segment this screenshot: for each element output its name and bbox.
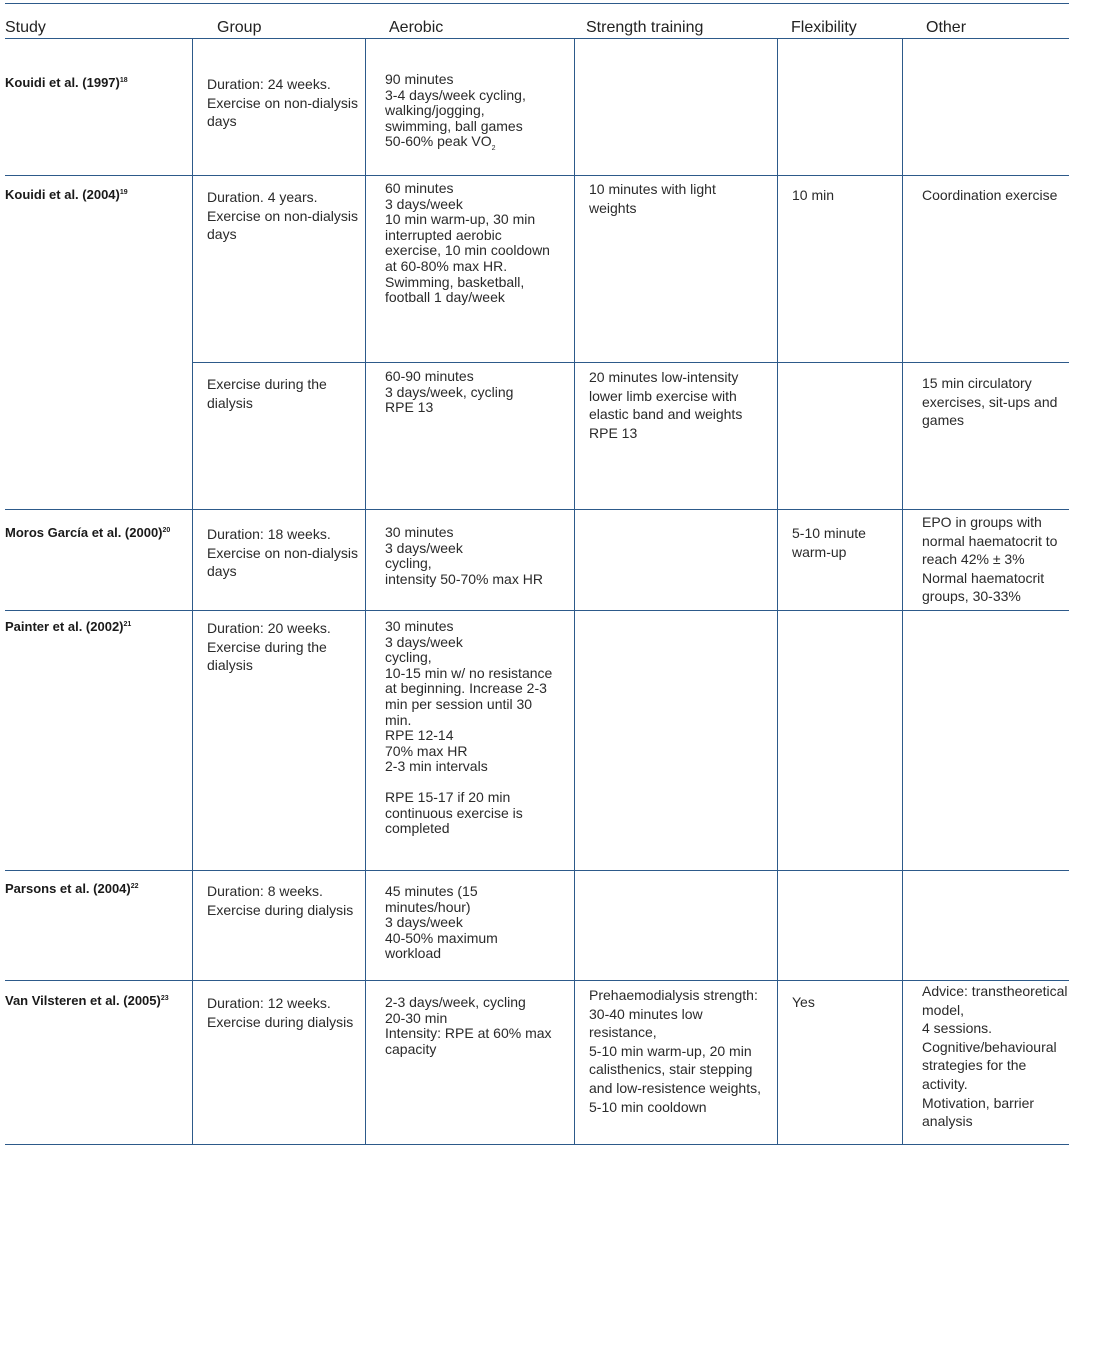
group-cell [207, 188, 358, 244]
cell-text-line: 10 minutes with light [589, 181, 716, 197]
study-name: Kouidi et al. $(2004)^{19}$ [5, 187, 128, 202]
cell-text-line: Swimming, basketball, [385, 273, 525, 290]
column-divider [365, 38, 366, 1144]
header-study: Study [5, 19, 46, 36]
cell-text-line: exercises, sit-ups and [922, 393, 1058, 410]
cell-text-line: 3 days/week [385, 633, 463, 650]
cell-text-line: 60-90 minutes [385, 368, 474, 384]
cell-text-line: 3 days/week [385, 914, 463, 931]
group-cell [207, 619, 331, 675]
cell-text-line: resistance, [589, 1024, 657, 1041]
cell-text-line: Motivation, barrier [922, 1094, 1035, 1111]
cell-text-line: RPE 13 [385, 399, 434, 416]
study-name: Van Vilsteren et al. $(2005)^{23}$ [5, 993, 169, 1008]
strength-cell [589, 986, 761, 1116]
cell-text-line: RPE 13 [589, 424, 638, 441]
cell-text-line: groups, 30-33% [922, 588, 1021, 605]
cell-text-line: 30-40 minutes low [589, 1005, 703, 1022]
cell-text-line: 10 min [792, 187, 835, 203]
cell-text-line: cycling, [385, 649, 432, 666]
cell-text-line: exercise, 10 min cooldown [385, 242, 550, 259]
cell-text-line: continuous exercise is [385, 804, 523, 821]
cell-text-line: Exercise on non-dialysis [207, 207, 358, 224]
table-bottom-rule [5, 1144, 1069, 1145]
cell-text-line: Exercise during the [207, 376, 327, 392]
cell-text-line: capacity [385, 1040, 437, 1057]
cell-text-line: Duration: 8 weeks. [207, 883, 323, 899]
cell-text-line: 2-3 days/week, cycling [385, 994, 526, 1010]
cell-text-line: Advice: transtheoretical [922, 983, 1068, 999]
cell-text-line: 3 days/week [385, 539, 463, 556]
cell-text-line: days [207, 226, 237, 243]
flexibility-cell [792, 186, 834, 205]
cell-text-line: days [207, 113, 237, 130]
cell-text-line: Prehaemodialysis strength: [589, 987, 758, 1003]
group-cell [207, 75, 358, 131]
cell-text-line: EPO in groups with [922, 514, 1042, 530]
cell-text-line: days [207, 563, 237, 580]
cell-text-line: lower limb exercise with [589, 387, 737, 404]
header-rule [5, 38, 1069, 39]
cell-text-line: RPE 12-14 [385, 727, 454, 744]
cell-text-line: 20-30 min [385, 1009, 448, 1026]
cell-text-line: swimming, ball games [385, 117, 523, 134]
row-divider [5, 509, 1069, 510]
cell-text-line: Exercise on non-dialysis [207, 94, 358, 111]
cell-text-line: minutes/hour) [385, 898, 471, 915]
column-divider [777, 38, 778, 1144]
aerobic-cell [385, 369, 513, 416]
other-cell [922, 513, 1057, 606]
cell-text-line: Duration: 20 weeks. [207, 620, 331, 636]
row-divider [5, 610, 1069, 611]
cell-text-line: min. [385, 711, 412, 728]
group-cell [207, 994, 353, 1031]
aerobic-cell [385, 619, 552, 837]
cell-text-line: and low-resistence weights, [589, 1079, 761, 1096]
cell-text-line: Duration. 4 years. [207, 189, 318, 205]
cell-text-line: 5-10 min cooldown [589, 1098, 707, 1115]
group-cell [207, 882, 353, 919]
cell-text-line: at 60-80% max HR. [385, 257, 508, 274]
column-divider [902, 38, 903, 1144]
cell-text-line: 60 minutes [385, 180, 454, 196]
cell-text-line: Exercise during dialysis [207, 1013, 354, 1030]
subrow-divider [193, 362, 1069, 363]
cell-text-line: Exercise during dialysis [207, 901, 354, 918]
cell-text-line: 90 minutes [385, 71, 454, 87]
cell-text-line: Exercise during the [207, 638, 327, 655]
cell-text-line: warm-up [792, 543, 847, 560]
cell-text-line: Cognitive/behavioural [922, 1038, 1057, 1055]
cell-text-line: intensity 50-70% max HR [385, 570, 543, 587]
aerobic-cell [385, 995, 552, 1057]
header-other: Other [926, 19, 967, 36]
cell-text-line: Exercise on non-dialysis [207, 544, 358, 561]
cell-text-line: 40-50% maximum [385, 929, 498, 946]
cell-text-line: 3 days/week, cycling [385, 383, 514, 400]
row-divider [5, 980, 1069, 981]
aerobic-cell [385, 525, 543, 587]
cell-text-line: 20 minutes low-intensity [589, 369, 739, 385]
other-cell [922, 982, 1068, 1131]
cell-text-line: calisthenics, stair stepping [589, 1061, 753, 1078]
flexibility-cell [792, 524, 866, 561]
cell-text-line: 2-3 min intervals [385, 758, 488, 775]
column-divider [574, 38, 575, 1144]
cell-text-line: analysis [922, 1113, 973, 1130]
cell-text-line: completed [385, 820, 450, 837]
cell-text-line: elastic band and weights [589, 406, 743, 423]
group-cell [207, 375, 327, 412]
header-strength-training: Strength training [586, 19, 704, 36]
cell-text-line: Duration: 24 weeks. [207, 76, 331, 92]
cell-text-line: Normal haematocrit [922, 569, 1045, 586]
cell-text-line: Yes [792, 994, 815, 1010]
table-top-rule [5, 3, 1069, 4]
study-name: Kouidi et al. $(1997)^{18}$ [5, 75, 128, 90]
cell-text-line: cycling, [385, 555, 432, 572]
cell-text-line: Duration: 18 weeks. [207, 526, 331, 542]
cell-text-line: reach 42% ± 3% [922, 551, 1025, 568]
cell-text-line: min per session until 30 [385, 695, 533, 712]
cell-text-line: 30 minutes [385, 524, 454, 540]
cell-text-line: 5-10 min warm-up, 20 min [589, 1042, 752, 1059]
cell-text-line: 10 min warm-up, 30 min [385, 211, 536, 228]
cell-text-line: games [922, 412, 965, 429]
cell-text-line: RPE 15-17 if 20 min [385, 788, 511, 805]
cell-text-line: normal haematocrit to [922, 532, 1058, 549]
cell-text-line: interrupted aerobic [385, 226, 502, 243]
cell-text-line: 70% max HR [385, 742, 468, 759]
header-flexibility: Flexibility [791, 19, 857, 36]
header-aerobic: Aerobic [389, 19, 444, 36]
study-name: Parsons et al. $(2004)^{22}$ [5, 881, 139, 896]
cell-text-line: activity. [922, 1075, 968, 1092]
group-cell [207, 525, 358, 581]
cell-text-line: walking/jogging, [385, 102, 485, 119]
other-cell [922, 374, 1057, 430]
other-cell [922, 186, 1057, 205]
cell-text-line: dialysis [207, 657, 253, 674]
header-group: Group [217, 19, 262, 36]
cell-text-line: strategies for the [922, 1057, 1027, 1074]
cell-text-line: at beginning. Increase 2-3 [385, 680, 547, 697]
strength-cell [589, 180, 716, 217]
strength-cell [589, 368, 742, 442]
cell-text-line: 10-15 min w/ no resistance [385, 664, 553, 681]
cell-text-line: 15 min circulatory [922, 375, 1032, 391]
cell-text-line: 45 minutes (15 [385, 883, 478, 899]
study-name: Painter et al. $(2002)^{21}$ [5, 619, 132, 634]
cell-text-line: dialysis [207, 394, 253, 411]
cell-text-line: 3-4 days/week cycling, [385, 86, 526, 103]
cell-text-line: 3 days/week [385, 195, 463, 212]
cell-text-line: 30 minutes [385, 618, 454, 634]
aerobic-cell [385, 884, 498, 962]
flexibility-cell [792, 993, 815, 1012]
cell-text-line: football 1 day/week [385, 289, 505, 306]
cell-text-line: workload [385, 945, 442, 962]
column-divider [192, 38, 193, 1144]
aerobic-cell [385, 72, 526, 157]
cell-text-line: Coordination exercise [922, 187, 1058, 203]
cell-text-line: 4 sessions. [922, 1020, 993, 1037]
cell-text-line: Duration: 12 weeks. [207, 995, 331, 1011]
cell-text-line: model, [922, 1001, 965, 1018]
aerobic-cell [385, 181, 550, 306]
row-divider [5, 870, 1069, 871]
cell-text-line: weights [589, 199, 637, 216]
study-name: Moros García et al. $(2000)^{20}$ [5, 525, 171, 540]
cell-text-line: 5-10 minute [792, 525, 866, 541]
cell-text-line: Intensity: RPE at 60% max [385, 1025, 552, 1042]
row-divider [5, 175, 1069, 176]
cell-text-line: 50-60% peak $VO_2$ [385, 133, 496, 153]
